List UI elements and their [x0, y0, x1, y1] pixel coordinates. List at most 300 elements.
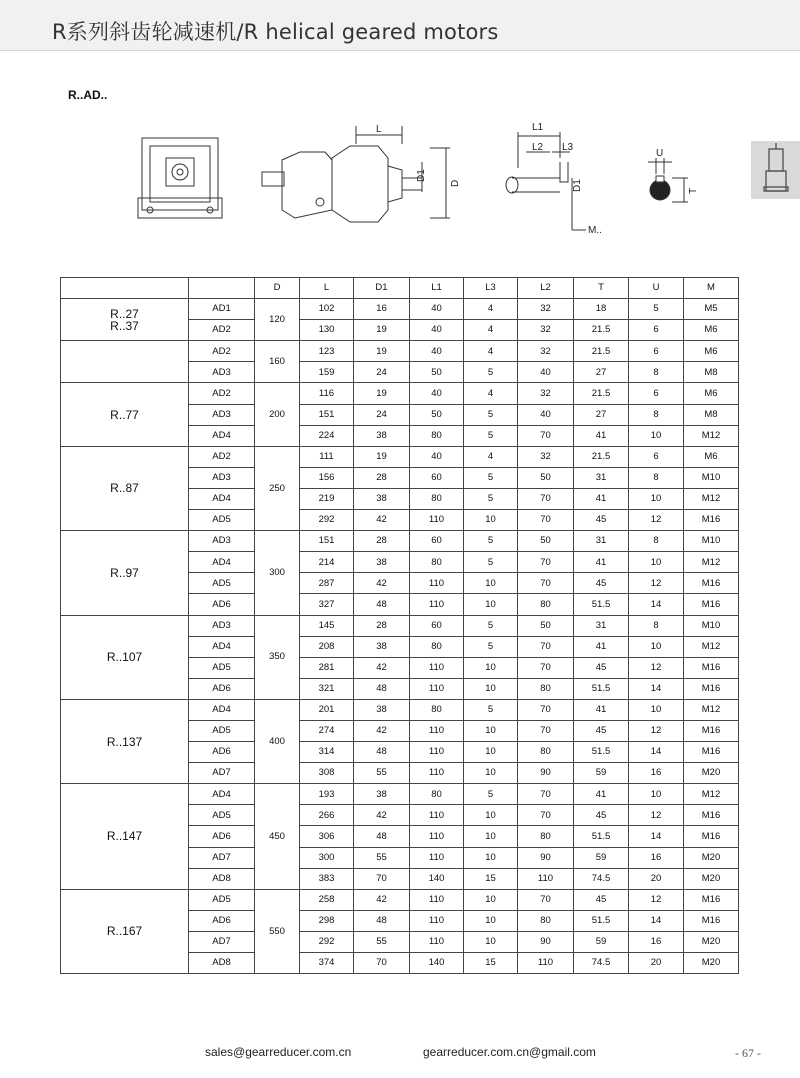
variant-cell: AD5 [189, 657, 255, 678]
value-cell: 5 [464, 488, 518, 509]
value-cell: 48 [354, 678, 410, 699]
variant-cell: AD3 [189, 467, 255, 488]
value-cell: 12 [629, 657, 684, 678]
label-L: L [376, 124, 382, 135]
value-cell: 12 [629, 805, 684, 826]
value-cell: 266 [300, 805, 354, 826]
value-cell: 6 [629, 341, 684, 362]
value-cell: 327 [300, 594, 354, 615]
value-cell: 55 [354, 847, 410, 868]
value-cell: 19 [354, 341, 410, 362]
value-cell: 60 [410, 615, 464, 636]
value-cell: 5 [464, 699, 518, 720]
value-cell: 51.5 [574, 826, 629, 847]
value-cell: 6 [629, 446, 684, 467]
value-cell: M6 [684, 341, 739, 362]
table-row [61, 699, 739, 720]
value-cell: 8 [629, 615, 684, 636]
label-U: U [656, 148, 664, 159]
header-cell [61, 278, 189, 299]
value-cell: 21.5 [574, 341, 629, 362]
value-cell: 60 [410, 467, 464, 488]
value-cell: 70 [518, 425, 574, 446]
value-cell: 40 [410, 341, 464, 362]
value-cell: 140 [410, 953, 464, 974]
value-cell: 14 [629, 742, 684, 763]
value-cell: 5 [464, 531, 518, 552]
value-cell: 27 [574, 362, 629, 383]
value-cell: 10 [464, 678, 518, 699]
value-cell: 32 [518, 446, 574, 467]
value-cell: 80 [518, 826, 574, 847]
value-cell: 55 [354, 763, 410, 784]
value-cell: 48 [354, 826, 410, 847]
value-cell: 4 [464, 299, 518, 320]
table-row [61, 615, 739, 636]
value-cell: 80 [410, 488, 464, 509]
d-cell: 450 [255, 784, 300, 889]
value-cell: 111 [300, 446, 354, 467]
table-row [61, 784, 739, 805]
value-cell: 50 [410, 362, 464, 383]
value-cell: 40 [410, 383, 464, 404]
value-cell: M8 [684, 362, 739, 383]
value-cell: 8 [629, 467, 684, 488]
value-cell: M10 [684, 615, 739, 636]
value-cell: 45 [574, 889, 629, 910]
value-cell: 19 [354, 446, 410, 467]
table-row [61, 341, 739, 362]
value-cell: 110 [410, 763, 464, 784]
header-cell [189, 278, 255, 299]
value-cell: 14 [629, 910, 684, 931]
value-cell: 6 [629, 320, 684, 341]
value-cell: 24 [354, 362, 410, 383]
variant-cell: AD5 [189, 889, 255, 910]
value-cell: 48 [354, 594, 410, 615]
value-cell: 10 [629, 784, 684, 805]
value-cell: M12 [684, 425, 739, 446]
value-cell: 4 [464, 383, 518, 404]
value-cell: 8 [629, 404, 684, 425]
variant-cell: AD4 [189, 425, 255, 446]
value-cell: 45 [574, 510, 629, 531]
table-row [61, 299, 739, 320]
value-cell: M20 [684, 953, 739, 974]
value-cell: 28 [354, 531, 410, 552]
value-cell: 10 [464, 510, 518, 531]
value-cell: 6 [629, 383, 684, 404]
variant-cell: AD7 [189, 763, 255, 784]
d-cell: 550 [255, 889, 300, 973]
value-cell: 258 [300, 889, 354, 910]
variant-cell: AD3 [189, 362, 255, 383]
value-cell: 59 [574, 931, 629, 952]
value-cell: 21.5 [574, 446, 629, 467]
value-cell: 28 [354, 467, 410, 488]
value-cell: 306 [300, 826, 354, 847]
value-cell: 50 [410, 404, 464, 425]
variant-cell: AD6 [189, 742, 255, 763]
variant-cell: AD2 [189, 383, 255, 404]
value-cell: 287 [300, 573, 354, 594]
header-cell: U [629, 278, 684, 299]
value-cell: 16 [629, 931, 684, 952]
value-cell: M12 [684, 552, 739, 573]
value-cell: 48 [354, 910, 410, 931]
table-row [61, 531, 739, 552]
value-cell: 42 [354, 573, 410, 594]
value-cell: 110 [410, 805, 464, 826]
value-cell: M10 [684, 531, 739, 552]
value-cell: 42 [354, 889, 410, 910]
variant-cell: AD2 [189, 446, 255, 467]
value-cell: M16 [684, 826, 739, 847]
value-cell: 10 [464, 763, 518, 784]
value-cell: 10 [629, 552, 684, 573]
value-cell: 42 [354, 657, 410, 678]
value-cell: 38 [354, 488, 410, 509]
model-cell: R..167 [61, 889, 189, 973]
page-number: - 67 - [735, 1046, 761, 1060]
value-cell: 38 [354, 552, 410, 573]
value-cell: 10 [629, 699, 684, 720]
value-cell: 32 [518, 320, 574, 341]
variant-cell: AD5 [189, 573, 255, 594]
variant-cell: AD2 [189, 320, 255, 341]
variant-cell: AD3 [189, 404, 255, 425]
value-cell: 27 [574, 404, 629, 425]
value-cell: 42 [354, 805, 410, 826]
value-cell: M5 [684, 299, 739, 320]
variant-cell: AD5 [189, 720, 255, 741]
value-cell: M6 [684, 446, 739, 467]
value-cell: M20 [684, 763, 739, 784]
value-cell: 140 [410, 868, 464, 889]
value-cell: 12 [629, 510, 684, 531]
variant-cell: AD4 [189, 552, 255, 573]
value-cell: 59 [574, 763, 629, 784]
variant-cell: AD3 [189, 615, 255, 636]
value-cell: 60 [410, 531, 464, 552]
value-cell: M10 [684, 467, 739, 488]
label-D1: D1 [416, 169, 427, 182]
value-cell: 24 [354, 404, 410, 425]
model-cell: R..107 [61, 615, 189, 699]
value-cell: M20 [684, 931, 739, 952]
value-cell: 298 [300, 910, 354, 931]
value-cell: 110 [410, 657, 464, 678]
value-cell: 4 [464, 446, 518, 467]
value-cell: 41 [574, 488, 629, 509]
label-T: T [688, 187, 699, 194]
variant-cell: AD3 [189, 531, 255, 552]
variant-cell: AD7 [189, 847, 255, 868]
value-cell: 31 [574, 615, 629, 636]
value-cell: 292 [300, 931, 354, 952]
table-row [61, 446, 739, 467]
value-cell: 12 [629, 720, 684, 741]
motor-thumbnail-icon [751, 141, 800, 199]
model-cell: R..27 R..37 [61, 299, 189, 341]
value-cell: 383 [300, 868, 354, 889]
value-cell: 16 [629, 763, 684, 784]
d-cell: 200 [255, 383, 300, 446]
value-cell: 110 [410, 720, 464, 741]
header-cell: D [255, 278, 300, 299]
model-cell: R..87 [61, 446, 189, 530]
value-cell: 4 [464, 341, 518, 362]
value-cell: 4 [464, 320, 518, 341]
value-cell: 14 [629, 678, 684, 699]
value-cell: 90 [518, 847, 574, 868]
value-cell: 10 [464, 742, 518, 763]
value-cell: 70 [518, 636, 574, 657]
variant-cell: AD4 [189, 699, 255, 720]
value-cell: 10 [464, 910, 518, 931]
value-cell: 130 [300, 320, 354, 341]
value-cell: 5 [464, 467, 518, 488]
value-cell: 31 [574, 467, 629, 488]
value-cell: 48 [354, 742, 410, 763]
value-cell: M20 [684, 868, 739, 889]
value-cell: 40 [518, 404, 574, 425]
value-cell: 10 [464, 931, 518, 952]
page-title: R系列斜齿轮减速机/R helical geared motors [52, 20, 499, 44]
value-cell: 274 [300, 720, 354, 741]
value-cell: M16 [684, 573, 739, 594]
variant-cell: AD8 [189, 868, 255, 889]
value-cell: 45 [574, 573, 629, 594]
variant-cell: AD4 [189, 488, 255, 509]
value-cell: 80 [518, 910, 574, 931]
value-cell: 80 [518, 742, 574, 763]
value-cell: 19 [354, 383, 410, 404]
dimensions-table [60, 277, 739, 974]
value-cell: 5 [464, 784, 518, 805]
value-cell: 40 [410, 299, 464, 320]
footer-email[interactable]: sales@gearreducer.com.cn [205, 1045, 352, 1059]
value-cell: 110 [410, 510, 464, 531]
value-cell: 31 [574, 531, 629, 552]
value-cell: 12 [629, 889, 684, 910]
header-cell: L3 [464, 278, 518, 299]
value-cell: 38 [354, 784, 410, 805]
variant-cell: AD6 [189, 594, 255, 615]
value-cell: 314 [300, 742, 354, 763]
model-cell: R..137 [61, 699, 189, 783]
value-cell: M16 [684, 742, 739, 763]
value-cell: 374 [300, 953, 354, 974]
footer-email-secondary[interactable]: gearreducer.com.cn@gmail.com [423, 1045, 596, 1059]
value-cell: 10 [464, 805, 518, 826]
value-cell: 145 [300, 615, 354, 636]
variant-cell: AD5 [189, 510, 255, 531]
value-cell: 224 [300, 425, 354, 446]
value-cell: 20 [629, 953, 684, 974]
value-cell: 74.5 [574, 868, 629, 889]
value-cell: 110 [410, 742, 464, 763]
table-row [61, 383, 739, 404]
value-cell: 45 [574, 805, 629, 826]
side-thumbnail-image [751, 141, 800, 199]
variant-cell: AD6 [189, 910, 255, 931]
value-cell: 50 [518, 467, 574, 488]
value-cell: M12 [684, 636, 739, 657]
value-cell: 5 [464, 552, 518, 573]
value-cell: 70 [354, 953, 410, 974]
value-cell: 70 [518, 552, 574, 573]
label-L3: L3 [562, 142, 574, 153]
value-cell: 123 [300, 341, 354, 362]
value-cell: M16 [684, 510, 739, 531]
value-cell: 70 [518, 510, 574, 531]
value-cell: 32 [518, 341, 574, 362]
model-cell: R..147 [61, 784, 189, 889]
value-cell: 51.5 [574, 678, 629, 699]
value-cell: 10 [464, 594, 518, 615]
value-cell: 70 [518, 657, 574, 678]
value-cell: M16 [684, 805, 739, 826]
variant-cell: AD8 [189, 953, 255, 974]
value-cell: M12 [684, 784, 739, 805]
table-row [61, 889, 739, 910]
value-cell: 16 [354, 299, 410, 320]
value-cell: 110 [410, 678, 464, 699]
header-bar [0, 0, 800, 51]
value-cell: 70 [518, 720, 574, 741]
value-cell: 8 [629, 531, 684, 552]
value-cell: 193 [300, 784, 354, 805]
value-cell: 41 [574, 784, 629, 805]
value-cell: M8 [684, 404, 739, 425]
value-cell: 50 [518, 615, 574, 636]
model-cell: R..97 [61, 531, 189, 615]
value-cell: 16 [629, 847, 684, 868]
value-cell: 80 [518, 678, 574, 699]
value-cell: 41 [574, 552, 629, 573]
value-cell: 5 [464, 362, 518, 383]
variant-cell: AD4 [189, 784, 255, 805]
value-cell: 110 [410, 594, 464, 615]
value-cell: 5 [464, 425, 518, 446]
value-cell: 281 [300, 657, 354, 678]
value-cell: 308 [300, 763, 354, 784]
value-cell: 10 [464, 889, 518, 910]
value-cell: 38 [354, 699, 410, 720]
front-view-drawing [138, 138, 222, 218]
value-cell: 32 [518, 299, 574, 320]
value-cell: 41 [574, 636, 629, 657]
value-cell: 10 [629, 488, 684, 509]
value-cell: 15 [464, 953, 518, 974]
value-cell: 321 [300, 678, 354, 699]
value-cell: 18 [574, 299, 629, 320]
value-cell: 14 [629, 826, 684, 847]
value-cell: 70 [518, 805, 574, 826]
value-cell: 45 [574, 720, 629, 741]
value-cell: 151 [300, 404, 354, 425]
value-cell: 80 [410, 636, 464, 657]
value-cell: 28 [354, 615, 410, 636]
header-cell: L2 [518, 278, 574, 299]
header-cell: D1 [354, 278, 410, 299]
value-cell: 45 [574, 657, 629, 678]
label-D: D [450, 179, 461, 187]
header-cell: T [574, 278, 629, 299]
value-cell: 90 [518, 763, 574, 784]
value-cell: 19 [354, 320, 410, 341]
value-cell: 219 [300, 488, 354, 509]
value-cell: 70 [518, 699, 574, 720]
variant-cell: AD2 [189, 341, 255, 362]
value-cell: 38 [354, 636, 410, 657]
value-cell: 70 [518, 784, 574, 805]
label-L1: L1 [532, 122, 544, 133]
value-cell: 5 [464, 636, 518, 657]
value-cell: 201 [300, 699, 354, 720]
value-cell: M16 [684, 889, 739, 910]
value-cell: 300 [300, 847, 354, 868]
value-cell: 32 [518, 383, 574, 404]
value-cell: 10 [464, 573, 518, 594]
value-cell: 110 [518, 953, 574, 974]
value-cell: 208 [300, 636, 354, 657]
model-cell: R..77 [61, 383, 189, 446]
value-cell: 59 [574, 847, 629, 868]
table-header-row [61, 278, 739, 299]
value-cell: 12 [629, 573, 684, 594]
value-cell: M16 [684, 910, 739, 931]
value-cell: 10 [464, 826, 518, 847]
value-cell: 110 [410, 847, 464, 868]
value-cell: 42 [354, 510, 410, 531]
d-cell: 400 [255, 699, 300, 783]
value-cell: 159 [300, 362, 354, 383]
value-cell: 70 [518, 573, 574, 594]
value-cell: 10 [464, 657, 518, 678]
value-cell: 40 [518, 362, 574, 383]
value-cell: M16 [684, 657, 739, 678]
value-cell: 110 [410, 573, 464, 594]
value-cell: 70 [518, 488, 574, 509]
value-cell: 102 [300, 299, 354, 320]
value-cell: 116 [300, 383, 354, 404]
d-cell: 350 [255, 615, 300, 699]
variant-cell: AD5 [189, 805, 255, 826]
model-cell [61, 341, 189, 383]
value-cell: 156 [300, 467, 354, 488]
value-cell: 110 [410, 826, 464, 847]
value-cell: 151 [300, 531, 354, 552]
value-cell: 14 [629, 594, 684, 615]
value-cell: 5 [464, 404, 518, 425]
label-M: M.. [588, 225, 602, 236]
value-cell: 55 [354, 931, 410, 952]
value-cell: 38 [354, 425, 410, 446]
keyway-section-drawing [648, 158, 688, 202]
header-cell: L1 [410, 278, 464, 299]
value-cell: M16 [684, 594, 739, 615]
table-body [61, 299, 739, 974]
value-cell: 10 [464, 847, 518, 868]
value-cell: 10 [464, 720, 518, 741]
model-label: R..AD.. [68, 88, 108, 102]
value-cell: 292 [300, 510, 354, 531]
value-cell: 80 [410, 425, 464, 446]
value-cell: 41 [574, 699, 629, 720]
value-cell: 214 [300, 552, 354, 573]
